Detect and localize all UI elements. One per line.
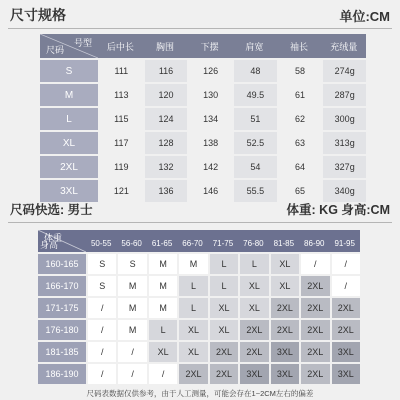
fit-chart-cell: 3XL bbox=[332, 364, 360, 384]
size-table-column-header: 下摆 bbox=[200, 41, 219, 52]
size-table-cell: 313g bbox=[323, 132, 366, 154]
fit-chart-row bbox=[38, 254, 360, 274]
quick-pick-label: 尺码快选: 男士 bbox=[10, 203, 93, 217]
size-table bbox=[40, 34, 366, 202]
size-table-corner bbox=[40, 34, 98, 58]
fit-chart-cell: M bbox=[179, 254, 207, 274]
corner-top-label: 号型 bbox=[73, 38, 92, 48]
size-table-cell: 124 bbox=[145, 108, 188, 130]
fit-chart-cell: M bbox=[118, 298, 146, 318]
fit-chart-cell: 3XL bbox=[271, 342, 299, 362]
size-table-cell: 287g bbox=[323, 84, 366, 106]
size-label: XL bbox=[40, 132, 98, 154]
fit-chart-cell: 3XL bbox=[240, 364, 268, 384]
size-table-row bbox=[40, 156, 366, 178]
size-table-cell: 58 bbox=[295, 66, 306, 76]
fit-chart-weight-columns bbox=[86, 230, 360, 252]
height-range-label: 171-175 bbox=[38, 298, 86, 318]
size-table-cell: 136 bbox=[145, 180, 188, 202]
size-table-cell: 61 bbox=[295, 90, 306, 100]
weight-range-header: 56-60 bbox=[121, 239, 142, 248]
size-table-row bbox=[40, 60, 366, 82]
fit-chart-row bbox=[38, 320, 360, 340]
fit-chart-cell: L bbox=[179, 276, 207, 296]
size-table-cell: 340g bbox=[323, 180, 366, 202]
size-spec-title: 尺寸规格 bbox=[10, 7, 66, 23]
size-table-cell: 54 bbox=[234, 156, 277, 178]
size-table-cell: 115 bbox=[114, 114, 129, 124]
fit-chart-cell: 2XL bbox=[271, 320, 299, 340]
size-table-cell: 62 bbox=[295, 114, 306, 124]
fit-chart-cell: XL bbox=[240, 276, 268, 296]
fit-chart-cell: M bbox=[118, 320, 146, 340]
fit-chart-cell: S bbox=[88, 254, 116, 274]
fit-chart-cell: XL bbox=[271, 254, 299, 274]
fit-chart-cell: / bbox=[88, 298, 116, 318]
size-table-cell: 55.5 bbox=[234, 180, 277, 202]
fit-chart-cell: 2XL bbox=[210, 364, 238, 384]
fit-chart-cell: XL bbox=[179, 320, 207, 340]
fit-chart-cell: 2XL bbox=[179, 364, 207, 384]
divider bbox=[8, 28, 392, 29]
fit-chart-cell: 2XL bbox=[301, 320, 329, 340]
size-label: M bbox=[40, 84, 98, 106]
fit-chart-row bbox=[38, 342, 360, 362]
size-table-cell: 116 bbox=[145, 60, 188, 82]
fit-chart-cell: 2XL bbox=[301, 342, 329, 362]
size-table-row bbox=[40, 84, 366, 106]
fit-chart-cell: 2XL bbox=[210, 342, 238, 362]
size-table-column-header: 肩宽 bbox=[245, 41, 264, 52]
height-range-label: 181-185 bbox=[38, 342, 86, 362]
size-table-cell: 142 bbox=[203, 162, 219, 172]
fit-chart-corner bbox=[38, 230, 86, 252]
size-table-column-header: 后中长 bbox=[106, 41, 134, 52]
fit-chart-cell: / bbox=[88, 342, 116, 362]
size-table-cell: 117 bbox=[114, 138, 129, 148]
size-spec-title-row bbox=[0, 2, 400, 28]
footnote: 尺码表数据仅供参考，由于人工测量，可能会存在1~2CM左右的偏差 bbox=[86, 389, 314, 398]
size-table-cell: 113 bbox=[114, 90, 129, 100]
size-table-cell: 130 bbox=[203, 90, 219, 100]
size-table-cell: 119 bbox=[114, 162, 129, 172]
divider bbox=[8, 222, 392, 223]
size-label: S bbox=[40, 60, 98, 82]
fit-chart-cell: 2XL bbox=[332, 320, 360, 340]
fit-chart-cell: L bbox=[149, 320, 177, 340]
height-range-label: 176-180 bbox=[38, 320, 86, 340]
unit-label: 单位:CM bbox=[339, 8, 390, 24]
fit-chart-cell: L bbox=[240, 254, 268, 274]
fit-chart-cell: XL bbox=[271, 276, 299, 296]
fit-chart-cell: 2XL bbox=[271, 298, 299, 318]
weight-range-header: 91-95 bbox=[334, 239, 355, 248]
fit-chart-header bbox=[38, 230, 360, 252]
fit-chart-cell: 2XL bbox=[301, 298, 329, 318]
fit-chart-cell: 3XL bbox=[332, 342, 360, 362]
fit-chart-cell: 2XL bbox=[301, 364, 329, 384]
weight-range-header: 86-90 bbox=[304, 239, 325, 248]
height-range-label: 186-190 bbox=[38, 364, 86, 384]
fit-chart-row bbox=[38, 298, 360, 318]
size-table-cell: 146 bbox=[203, 186, 219, 196]
size-table-cell: 121 bbox=[113, 186, 129, 196]
size-table-cell: 134 bbox=[203, 114, 219, 124]
height-range-label: 160-165 bbox=[38, 254, 86, 274]
fit-chart-cell: S bbox=[118, 254, 146, 274]
fit-chart-cell: M bbox=[118, 276, 146, 296]
quick-pick-units: 体重: KG 身高:CM bbox=[286, 203, 390, 217]
fit-chart-cell: / bbox=[88, 320, 116, 340]
fit-chart-row bbox=[38, 364, 360, 384]
size-table-cell: 138 bbox=[203, 138, 219, 148]
fit-chart-body bbox=[38, 254, 360, 384]
fit-chart-cell: M bbox=[149, 298, 177, 318]
size-label: L bbox=[40, 108, 98, 130]
fit-chart-cell: / bbox=[149, 364, 177, 384]
size-table-cell: 49.5 bbox=[234, 84, 277, 106]
fit-chart-cell: / bbox=[118, 342, 146, 362]
fit-chart-cell: 2XL bbox=[240, 342, 268, 362]
size-table-cell: 327g bbox=[323, 156, 366, 178]
size-table-cell: 132 bbox=[145, 156, 188, 178]
weight-range-header: 71-75 bbox=[212, 239, 234, 248]
height-range-label: 166-170 bbox=[38, 276, 86, 296]
fit-chart-cell: L bbox=[210, 254, 238, 274]
size-table-cell: 120 bbox=[145, 84, 188, 106]
fit-chart-cell: / bbox=[88, 364, 116, 384]
size-table-cell: 274g bbox=[323, 60, 366, 82]
fit-chart-cell: S bbox=[88, 276, 116, 296]
fit-chart-cell: 2XL bbox=[332, 298, 360, 318]
fit-chart-cell: XL bbox=[149, 342, 177, 362]
size-table-cell: 51 bbox=[234, 108, 277, 130]
size-table-body bbox=[40, 60, 366, 202]
size-table-cell: 64 bbox=[295, 162, 306, 172]
fit-chart-row bbox=[38, 276, 360, 296]
fit-chart-cell: 2XL bbox=[301, 276, 329, 296]
size-table-cell: 65 bbox=[295, 186, 306, 196]
fit-chart-cell: / bbox=[301, 254, 329, 274]
size-table-header bbox=[40, 34, 366, 58]
fit-chart-cell: M bbox=[149, 276, 177, 296]
size-table-column-header: 充绒量 bbox=[330, 41, 358, 52]
fit-chart-cell: 3XL bbox=[271, 364, 299, 384]
fit-chart-cell: XL bbox=[240, 298, 268, 318]
size-table-cell: 63 bbox=[295, 138, 306, 148]
weight-range-header: 66-70 bbox=[182, 239, 203, 248]
fit-chart-cell: 2XL bbox=[240, 320, 268, 340]
size-table-cell: 111 bbox=[114, 66, 129, 76]
size-table-column-header: 袖长 bbox=[290, 41, 309, 52]
weight-corner-label: 体重 bbox=[44, 233, 63, 243]
fit-chart-cell: M bbox=[149, 254, 177, 274]
fit-chart-cell: L bbox=[179, 298, 207, 318]
fit-chart-cell: / bbox=[332, 254, 360, 274]
size-table-columns bbox=[98, 34, 366, 58]
fit-chart-cell: / bbox=[332, 276, 360, 296]
size-table-row bbox=[40, 132, 366, 154]
weight-range-header: 76-80 bbox=[243, 239, 264, 248]
weight-range-header: 50-55 bbox=[90, 239, 112, 248]
size-table-cell: 52.5 bbox=[234, 132, 277, 154]
fit-chart-cell: XL bbox=[210, 320, 238, 340]
weight-range-header: 61-65 bbox=[151, 239, 173, 248]
size-table-cell: 128 bbox=[145, 132, 188, 154]
fit-chart-cell: XL bbox=[179, 342, 207, 362]
size-table-column-header: 胸围 bbox=[156, 41, 175, 52]
corner-bottom-label: 尺码 bbox=[46, 45, 65, 55]
size-label: 3XL bbox=[40, 180, 98, 202]
size-label: 2XL bbox=[40, 156, 98, 178]
height-corner-label: 身高 bbox=[40, 240, 59, 250]
quick-pick-row bbox=[0, 196, 400, 222]
size-table-row bbox=[40, 108, 366, 130]
size-table-cell: 300g bbox=[323, 108, 366, 130]
size-table-cell: 126 bbox=[203, 66, 219, 76]
fit-chart bbox=[38, 230, 360, 384]
fit-chart-cell: L bbox=[210, 276, 238, 296]
size-table-cell: 48 bbox=[234, 60, 277, 82]
fit-chart-cell: XL bbox=[210, 298, 238, 318]
weight-range-header: 81-85 bbox=[273, 239, 295, 248]
fit-chart-cell: / bbox=[118, 364, 146, 384]
